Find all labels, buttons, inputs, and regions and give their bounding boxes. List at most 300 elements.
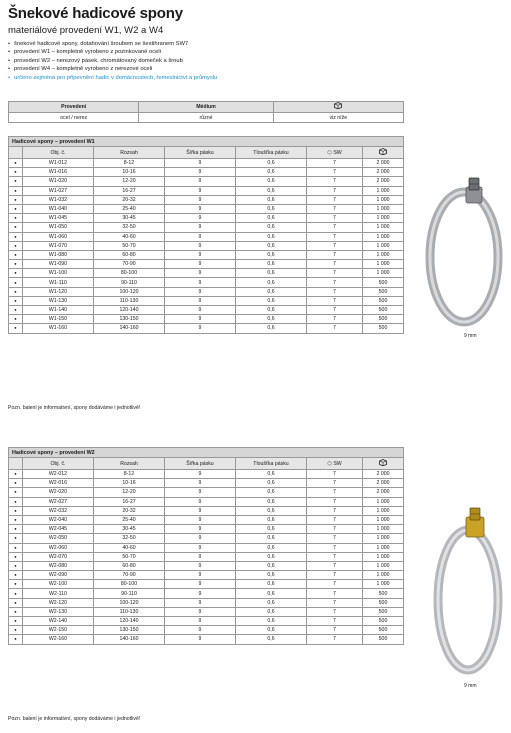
table-cell: 0,6 (236, 324, 307, 333)
table-cell: 1 000 (363, 571, 404, 580)
table-cell: 60-80 (94, 561, 165, 570)
row-bullet (9, 250, 23, 259)
row-bullet (9, 598, 23, 607)
table-cell: 0,6 (236, 506, 307, 515)
table-cell: 7 (307, 168, 363, 177)
table-row (9, 617, 404, 626)
table-cell: 7 (307, 177, 363, 186)
row-bullet (9, 561, 23, 570)
table-cell: 32-50 (94, 223, 165, 232)
table-cell: 140-160 (94, 324, 165, 333)
table-cell: 7 (307, 479, 363, 488)
table-cell: W1-060 (23, 232, 94, 241)
table-cell: 80-100 (94, 269, 165, 278)
table-cell: 0,6 (236, 278, 307, 287)
row-bullet (9, 177, 23, 186)
table-cell: 7 (307, 626, 363, 635)
hose-clamp-w2-image (428, 505, 508, 680)
table-cell: 7 (307, 214, 363, 223)
column-header: Tloušťka pásku (236, 458, 307, 470)
packaging-note: Pozn. balení je informativní, spony dodáváme i jednotlivě! (8, 405, 141, 411)
table-cell: 32-50 (94, 534, 165, 543)
table-cell: 7 (307, 580, 363, 589)
table-cell: W2-060 (23, 543, 94, 552)
table-cell: 9 (165, 470, 236, 479)
table-cell: W2-130 (23, 607, 94, 616)
column-header-sw: ⬡ SW (307, 147, 363, 159)
table-cell: W1-050 (23, 223, 94, 232)
table-cell: W1-090 (23, 260, 94, 269)
row-bullet (9, 607, 23, 616)
table-cell: 0,6 (236, 534, 307, 543)
row-bullet (9, 186, 23, 195)
table-row (9, 607, 404, 616)
table-cell: 20-32 (94, 506, 165, 515)
table-cell: 20-32 (94, 195, 165, 204)
table-cell: 1 000 (363, 204, 404, 213)
table-cell: 7 (307, 598, 363, 607)
table-cell: 40-60 (94, 232, 165, 241)
table-cell: 2 000 (363, 479, 404, 488)
row-bullet (9, 306, 23, 315)
table-cell: W2-020 (23, 488, 94, 497)
hexagon-icon: ⬡ (327, 149, 332, 156)
table-cell: W1-027 (23, 186, 94, 195)
table-row (9, 497, 404, 506)
row-bullet (9, 278, 23, 287)
table-cell: 1 000 (363, 561, 404, 570)
table-cell: 1 000 (363, 260, 404, 269)
table-cell: W2-012 (23, 470, 94, 479)
info-header-medium: Médium (139, 102, 273, 113)
table-row (9, 250, 404, 259)
table-cell: 7 (307, 195, 363, 204)
row-bullet (9, 479, 23, 488)
table-cell: 500 (363, 278, 404, 287)
table-cell: 1 000 (363, 241, 404, 250)
table-cell: 500 (363, 315, 404, 324)
table-row (9, 589, 404, 598)
table-cell: 16-27 (94, 497, 165, 506)
table-cell: 1 000 (363, 250, 404, 259)
table-cell: 9 (165, 506, 236, 515)
table-cell: 7 (307, 534, 363, 543)
table-cell: 140-160 (94, 635, 165, 644)
table-row (9, 214, 404, 223)
table-cell: W2-140 (23, 617, 94, 626)
table-cell: 60-80 (94, 250, 165, 259)
table-cell: 9 (165, 186, 236, 195)
table-cell: 110-130 (94, 296, 165, 305)
table-cell: 9 (165, 159, 236, 168)
table-cell: 2 000 (363, 470, 404, 479)
table-cell: 9 (165, 306, 236, 315)
table-cell: 40-60 (94, 543, 165, 552)
table-cell: 9 (165, 287, 236, 296)
row-bullet (9, 296, 23, 305)
table-cell: 90-110 (94, 278, 165, 287)
table-cell: 1 000 (363, 214, 404, 223)
table-row (9, 488, 404, 497)
table-cell: 0,6 (236, 223, 307, 232)
table-cell: 500 (363, 626, 404, 635)
table-cell: 50-70 (94, 241, 165, 250)
table-cell: W1-120 (23, 287, 94, 296)
table-cell: 8-12 (94, 159, 165, 168)
table-cell: 9 (165, 195, 236, 204)
table-cell: W1-150 (23, 315, 94, 324)
table-cell: W1-020 (23, 177, 94, 186)
packaging-note: Pozn. balení je informativní, spony dodáváme i jednotlivě! (8, 716, 141, 722)
table-cell: W2-016 (23, 479, 94, 488)
table-cell: 0,6 (236, 204, 307, 213)
table-cell: 7 (307, 617, 363, 626)
hexagon-icon: ⬡ (327, 460, 332, 467)
table-row (9, 168, 404, 177)
row-bullet (9, 506, 23, 515)
dimension-label-w2: 9 mm (464, 683, 477, 689)
table-cell: W1-012 (23, 159, 94, 168)
package-icon (363, 147, 404, 159)
table-cell: 7 (307, 488, 363, 497)
row-bullet (9, 580, 23, 589)
table-cell: 12-20 (94, 177, 165, 186)
feature-list (8, 40, 217, 82)
table-cell: 500 (363, 287, 404, 296)
row-bullet (9, 269, 23, 278)
table-cell: W2-080 (23, 561, 94, 570)
table-cell: 7 (307, 223, 363, 232)
table-cell: W2-050 (23, 534, 94, 543)
table-cell: 9 (165, 580, 236, 589)
table-cell: 1 000 (363, 515, 404, 524)
table-cell: 7 (307, 515, 363, 524)
info-header-provedeni: Provedení (9, 102, 139, 113)
product-table-2 (8, 447, 404, 645)
feature-item: • provedení W4 – kompletně vyrobeno z nerezové oceli (8, 66, 153, 73)
table-cell: 7 (307, 204, 363, 213)
table-cell: 0,6 (236, 168, 307, 177)
table-cell: W2-100 (23, 580, 94, 589)
table-cell: 9 (165, 525, 236, 534)
table-cell: 9 (165, 278, 236, 287)
page-title: Šnekové hadicové spony (8, 5, 183, 22)
table-cell: 7 (307, 470, 363, 479)
table-cell: 9 (165, 223, 236, 232)
table-cell: 90-110 (94, 589, 165, 598)
row-bullet (9, 159, 23, 168)
table-row (9, 306, 404, 315)
table-cell: 50-70 (94, 552, 165, 561)
table-row (9, 260, 404, 269)
table-row (9, 543, 404, 552)
info-value-baleni: viz níže (273, 113, 403, 123)
table-cell: W1-032 (23, 195, 94, 204)
table-cell: 70-90 (94, 571, 165, 580)
table-row (9, 204, 404, 213)
table-cell: 7 (307, 497, 363, 506)
table-row (9, 287, 404, 296)
table-cell: 7 (307, 278, 363, 287)
table-cell: W2-090 (23, 571, 94, 580)
table-cell: 0,6 (236, 250, 307, 259)
table-cell: 2 000 (363, 488, 404, 497)
table-cell: 7 (307, 589, 363, 598)
table-cell: 120-140 (94, 306, 165, 315)
table-cell: W2-160 (23, 635, 94, 644)
table-cell: 7 (307, 260, 363, 269)
table-cell: 500 (363, 598, 404, 607)
table-cell: 0,6 (236, 589, 307, 598)
table-cell: 0,6 (236, 488, 307, 497)
bullet-header (9, 458, 23, 470)
table-row (9, 324, 404, 333)
table-cell: 7 (307, 241, 363, 250)
table-row (9, 159, 404, 168)
row-bullet (9, 543, 23, 552)
table-cell: 9 (165, 479, 236, 488)
table-cell: 0,6 (236, 543, 307, 552)
table-row (9, 479, 404, 488)
table-cell: 0,6 (236, 571, 307, 580)
page-subtitle: materiálové provedení W1, W2 a W4 (8, 25, 164, 36)
table-cell: W1-040 (23, 204, 94, 213)
table-cell: 7 (307, 607, 363, 616)
feature-item: • šnekové hadicové spony, dotahování šroubem se šestihranem SW7 (8, 41, 189, 47)
table-cell: 70-90 (94, 260, 165, 269)
table-cell: 9 (165, 626, 236, 635)
column-header: Rozsah (94, 147, 165, 159)
table-cell: 0,6 (236, 177, 307, 186)
row-bullet (9, 617, 23, 626)
table-cell: 9 (165, 534, 236, 543)
table-cell: 7 (307, 287, 363, 296)
table-cell: 9 (165, 607, 236, 616)
row-bullet (9, 214, 23, 223)
table-row (9, 635, 404, 644)
table-cell: 120-140 (94, 617, 165, 626)
table-cell: 7 (307, 269, 363, 278)
row-bullet (9, 497, 23, 506)
table-row (9, 241, 404, 250)
section-title: Hadicové spony – provedení W1 (9, 137, 404, 147)
table-row (9, 534, 404, 543)
table-cell: 9 (165, 232, 236, 241)
table-row (9, 571, 404, 580)
table-cell: 7 (307, 186, 363, 195)
table-cell: 9 (165, 241, 236, 250)
table-cell: 500 (363, 296, 404, 305)
table-cell: 7 (307, 525, 363, 534)
row-bullet (9, 260, 23, 269)
table-row (9, 296, 404, 305)
feature-item: • provedení W1 – kompletně vyrobeno z pozinkované oceli (8, 49, 161, 56)
table-cell: W1-080 (23, 250, 94, 259)
table-cell: W1-140 (23, 306, 94, 315)
feature-item: • provedení W2 – nerezový pásek, chromátovaný domeček a šroub (8, 57, 183, 64)
row-bullet (9, 635, 23, 644)
table-row (9, 626, 404, 635)
table-cell: 9 (165, 635, 236, 644)
table-cell: 0,6 (236, 561, 307, 570)
row-bullet (9, 571, 23, 580)
table-cell: 0,6 (236, 635, 307, 644)
table-cell: 9 (165, 168, 236, 177)
table-cell: 7 (307, 552, 363, 561)
table-cell: 9 (165, 260, 236, 269)
info-table (8, 101, 404, 123)
table-cell: 1 000 (363, 552, 404, 561)
table-cell: 0,6 (236, 470, 307, 479)
table-cell: 1 000 (363, 232, 404, 241)
table-cell: W1-130 (23, 296, 94, 305)
table-cell: 0,6 (236, 479, 307, 488)
table-cell: W2-027 (23, 497, 94, 506)
column-header: Obj. č. (23, 458, 94, 470)
table-cell: 0,6 (236, 214, 307, 223)
row-bullet (9, 204, 23, 213)
column-header-sw: ⬡ SW (307, 458, 363, 470)
table-cell: W2-150 (23, 626, 94, 635)
table-row (9, 269, 404, 278)
table-cell: 7 (307, 324, 363, 333)
table-cell: 7 (307, 506, 363, 515)
hose-clamp-w1-image (420, 175, 505, 335)
table-cell: 110-130 (94, 607, 165, 616)
table-row (9, 506, 404, 515)
table-cell: W2-040 (23, 515, 94, 524)
table-row (9, 552, 404, 561)
table-cell: W1-100 (23, 269, 94, 278)
table-cell: 9 (165, 250, 236, 259)
table-cell: 2 000 (363, 168, 404, 177)
table-cell: W1-016 (23, 168, 94, 177)
row-bullet (9, 324, 23, 333)
table-cell: 2 000 (363, 177, 404, 186)
table-cell: 12-20 (94, 488, 165, 497)
table-cell: 9 (165, 598, 236, 607)
table-cell: 7 (307, 159, 363, 168)
table-cell: 0,6 (236, 626, 307, 635)
table-cell: 1 000 (363, 506, 404, 515)
table-cell: 100-120 (94, 598, 165, 607)
table-row (9, 525, 404, 534)
table-cell: W2-045 (23, 525, 94, 534)
table-cell: 0,6 (236, 515, 307, 524)
table-cell: 9 (165, 324, 236, 333)
table-row (9, 598, 404, 607)
table-cell: W1-110 (23, 278, 94, 287)
table-cell: 1 000 (363, 525, 404, 534)
dimension-label-w1: 9 mm (464, 333, 477, 339)
table-cell: 2 000 (363, 159, 404, 168)
table-cell: 0,6 (236, 296, 307, 305)
table-cell: W1-045 (23, 214, 94, 223)
row-bullet (9, 552, 23, 561)
column-header: Šířka pásku (165, 458, 236, 470)
table-cell: 0,6 (236, 580, 307, 589)
row-bullet (9, 488, 23, 497)
row-bullet (9, 515, 23, 524)
table-cell: 9 (165, 269, 236, 278)
column-header: Rozsah (94, 458, 165, 470)
row-bullet (9, 232, 23, 241)
column-header: Šířka pásku (165, 147, 236, 159)
table-cell: 0,6 (236, 287, 307, 296)
table-cell: 9 (165, 589, 236, 598)
table-cell: 1 000 (363, 534, 404, 543)
table-row (9, 223, 404, 232)
table-cell: 9 (165, 296, 236, 305)
table-cell: 500 (363, 589, 404, 598)
table-cell: 30-45 (94, 525, 165, 534)
table-cell: 0,6 (236, 232, 307, 241)
table-row (9, 580, 404, 589)
table-cell: 0,6 (236, 159, 307, 168)
table-cell: 7 (307, 306, 363, 315)
table-cell: 0,6 (236, 186, 307, 195)
table-row (9, 315, 404, 324)
table-cell: 0,6 (236, 241, 307, 250)
table-cell: 7 (307, 571, 363, 580)
row-bullet (9, 589, 23, 598)
table-cell: 500 (363, 324, 404, 333)
info-value-provedeni: ocel / nerez (9, 113, 139, 123)
table-cell: 7 (307, 315, 363, 324)
table-cell: 0,6 (236, 269, 307, 278)
row-bullet (9, 223, 23, 232)
table-cell: 1 000 (363, 223, 404, 232)
table-cell: 7 (307, 296, 363, 305)
table-cell: 1 000 (363, 195, 404, 204)
table-cell: 0,6 (236, 497, 307, 506)
info-value-medium: různé (139, 113, 273, 123)
table-cell: 130-150 (94, 626, 165, 635)
table-cell: W2-120 (23, 598, 94, 607)
table-cell: 1 000 (363, 580, 404, 589)
table-cell: 7 (307, 635, 363, 644)
table-cell: 9 (165, 214, 236, 223)
row-bullet (9, 195, 23, 204)
table-cell: 9 (165, 617, 236, 626)
table-row (9, 470, 404, 479)
table-row (9, 278, 404, 287)
table-cell: 9 (165, 204, 236, 213)
package-icon (273, 102, 403, 113)
table-cell: 9 (165, 571, 236, 580)
row-bullet (9, 241, 23, 250)
table-cell: 1 000 (363, 186, 404, 195)
table-cell: 10-16 (94, 479, 165, 488)
row-bullet (9, 525, 23, 534)
row-bullet (9, 315, 23, 324)
row-bullet (9, 626, 23, 635)
table-cell: 16-27 (94, 186, 165, 195)
table-cell: W2-032 (23, 506, 94, 515)
product-table-1 (8, 136, 404, 334)
table-cell: 9 (165, 488, 236, 497)
table-row (9, 177, 404, 186)
table-cell: 0,6 (236, 195, 307, 204)
package-icon (363, 458, 404, 470)
table-cell: 130-150 (94, 315, 165, 324)
table-cell: 0,6 (236, 607, 307, 616)
table-cell: 8-12 (94, 470, 165, 479)
table-row (9, 561, 404, 570)
table-cell: 9 (165, 552, 236, 561)
table-cell: 7 (307, 561, 363, 570)
table-cell: 80-100 (94, 580, 165, 589)
